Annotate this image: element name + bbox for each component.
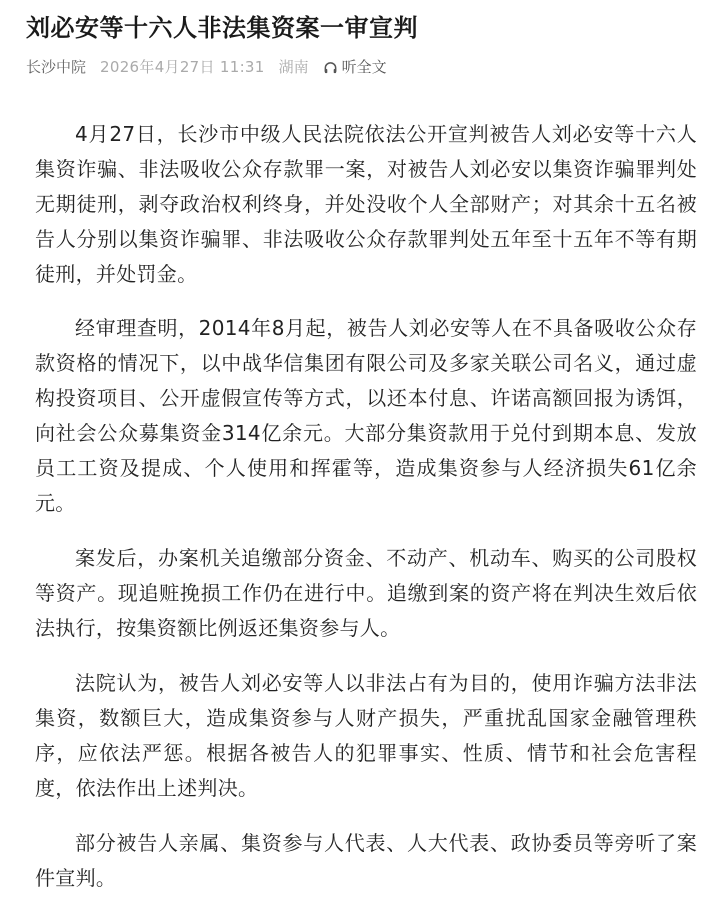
headphones-icon — [323, 60, 338, 75]
article-meta — [26, 56, 387, 78]
publish-time: 2026年4月27日 11:31 — [100, 58, 265, 76]
listen-label: 听全文 — [341, 58, 387, 76]
paragraph: 部分被告人亲属、集资参与人代表、人大代表、政协委员等旁听了案件宣判。 — [35, 831, 697, 890]
source-label[interactable]: 长沙中院 — [26, 58, 87, 76]
paragraph: 4月27日，长沙市中级人民法院依法公开宣判被告人刘必安等十六人集资诈骗、非法吸收公众存款罪一案，对被告人刘必安以集资诈骗罪判处无期徒刑，剥夺政治权利终身，并处没收个人全部财产；对其余十五名被告人分别以集资诈骗罪、非法吸收公众存款罪判处五年至十五年不等有期徒刑，并处罚金。 — [35, 122, 697, 286]
listen-button[interactable] — [323, 56, 387, 78]
article-title: 刘必安等十六人非法集资案一审宣判 — [26, 14, 418, 42]
article-body — [35, 117, 697, 916]
paragraph: 经审理查明，2014年8月起，被告人刘必安等人在不具备吸收公众存款资格的情况下，以中战华信集团有限公司及多家关联公司名义，通过虚构投资项目、公开虚假宣传等方式，以还本付息、许诺高额回报为诱饵，向社会公众募集资金314亿余元。大部分集资款用于兑付到期本息、发放员工工资及提成、个人使用和挥霍等，造成集资参与人经济损失61亿余元。 — [35, 316, 697, 515]
paragraph: 案发后，办案机关追缴部分资金、不动产、机动车、购买的公司股权等资产。现追赃挽损工作仍在进行中。追缴到案的资产将在判决生效后依法执行，按集资额比例返还集资参与人。 — [35, 546, 697, 640]
region-label: 湖南 — [278, 58, 309, 76]
paragraph: 法院认为，被告人刘必安等人以非法占有为目的，使用诈骗方法非法集资，数额巨大，造成集资参与人财产损失，严重扰乱国家金融管理秩序，应依法严惩。根据各被告人的犯罪事实、性质、情节和社会危害程度，依法作出上述判决。 — [35, 671, 697, 800]
